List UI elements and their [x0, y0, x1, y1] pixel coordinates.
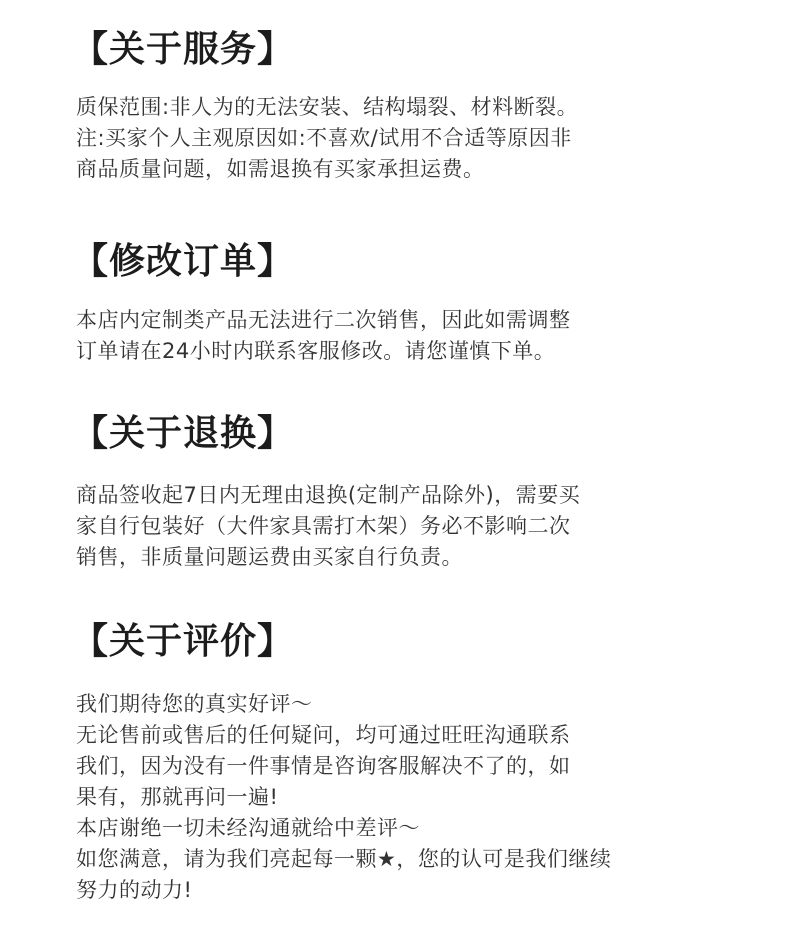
text-line: 我们期待您的真实好评～ [76, 692, 313, 716]
text-line: 商品签收起7日内无理由退换(定制产品除外)，需要买 [76, 483, 581, 507]
text-line: 努力的动力! [76, 878, 193, 902]
section-title-reviews: 【关于评价】 [72, 621, 295, 662]
section-body-returns [76, 480, 580, 573]
text-line: 注:买家个人主观原因如:不喜欢/试用不合适等原因非 [76, 126, 572, 150]
text-line: 无论售前或售后的任何疑问，均可通过旺旺沟通联系 [76, 723, 571, 747]
text-line: 订单请在24小时内联系客服修改。请您谨慎下单。 [76, 339, 556, 363]
section-title-modify-order: 【修改订单】 [72, 241, 295, 282]
text-line: 本店谢绝一切未经沟通就给中差评～ [76, 816, 420, 840]
section-body-modify-order [76, 305, 571, 367]
text-line: 质保范围:非人为的无法安装、结构塌裂、材料断裂。 [76, 95, 579, 119]
text-line: 销售，非质量问题运费由买家自行负责。 [76, 545, 463, 569]
text-line: 商品质量问题，如需退换有买家承担运费。 [76, 157, 485, 181]
section-title-returns: 【关于退换】 [72, 413, 295, 454]
text-line: 果有，那就再问一遍! [76, 785, 279, 809]
section-title-service: 【关于服务】 [72, 29, 295, 70]
text-line: 如您满意，请为我们亮起每一颗★，您的认可是我们继续 [76, 847, 612, 871]
text-line: 家自行包装好（大件家具需打木架）务必不影响二次 [76, 514, 571, 538]
text-line: 我们，因为没有一件事情是咨询客服解决不了的，如 [76, 754, 571, 778]
section-body-service [76, 92, 578, 185]
text-line: 本店内定制类产品无法进行二次销售，因此如需调整 [76, 308, 571, 332]
section-body-reviews [76, 689, 611, 906]
